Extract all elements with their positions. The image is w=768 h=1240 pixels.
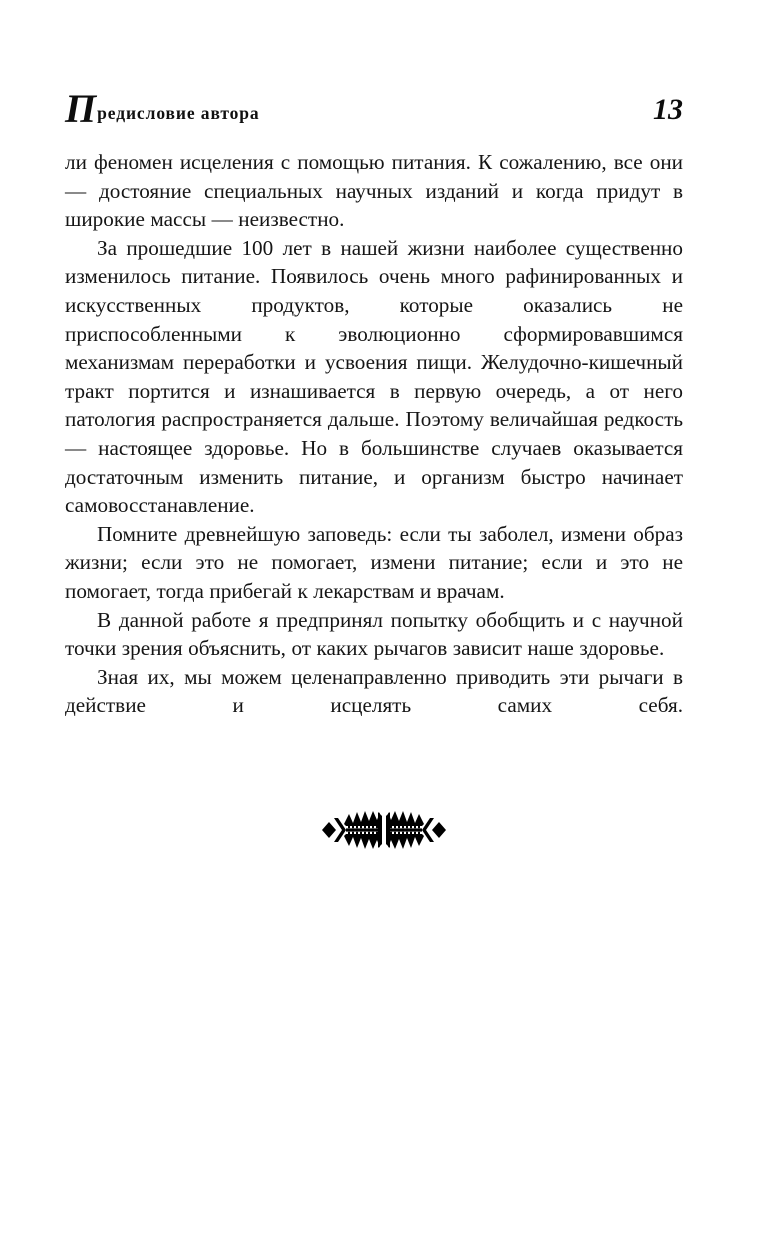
- paragraph: В данной работе я предпринял попытку обобщить и с научной точки зрения объяснить, от каких рычагов зависит наше здоровье.: [65, 607, 683, 661]
- body-text-block: [65, 148, 683, 748]
- running-head-title: [65, 86, 260, 131]
- page-number: 13: [653, 93, 683, 126]
- paragraph: За прошедшие 100 лет в нашей жизни наиболее существенно изменилось питание. Появилось очень много рафинированных и искусственных продуктов, которые оказались не приспособленными к эволюционно сформировавшимся механизмам переработки и усвоения пищи. Желудочно-кишечный тракт портится и изнашивается в первую очередь, а от него патология распространяется дальше. Поэтому величайшая редкость — настоящее здоровье. Но в большинстве случаев оказывается достаточным изменить питание, и организм быстро начинает самовосстанавление.: [65, 235, 683, 518]
- paragraph: Помните древнейшую заповедь: если ты заболел, измени образ жизни; если это не помогает, измени питание; если и это не помогает, тогда прибегай к лекарствам и врачам.: [65, 521, 683, 603]
- section-ornament: [0, 806, 768, 854]
- paragraph: ли феномен исцеления с помощью питания. К сожалению, все они — достояние специальных научных изданий и когда придут в широкие массы — неизвестно.: [65, 150, 683, 232]
- ornament-icon: [320, 806, 448, 854]
- running-head-drop-cap: П: [65, 86, 97, 131]
- paragraph: Зная их, мы можем целенаправленно приводить эти рычаги в действие и исцелять самих себя.: [65, 664, 683, 718]
- running-head-title-text: редисловие автора: [97, 103, 260, 123]
- running-head: [65, 86, 683, 130]
